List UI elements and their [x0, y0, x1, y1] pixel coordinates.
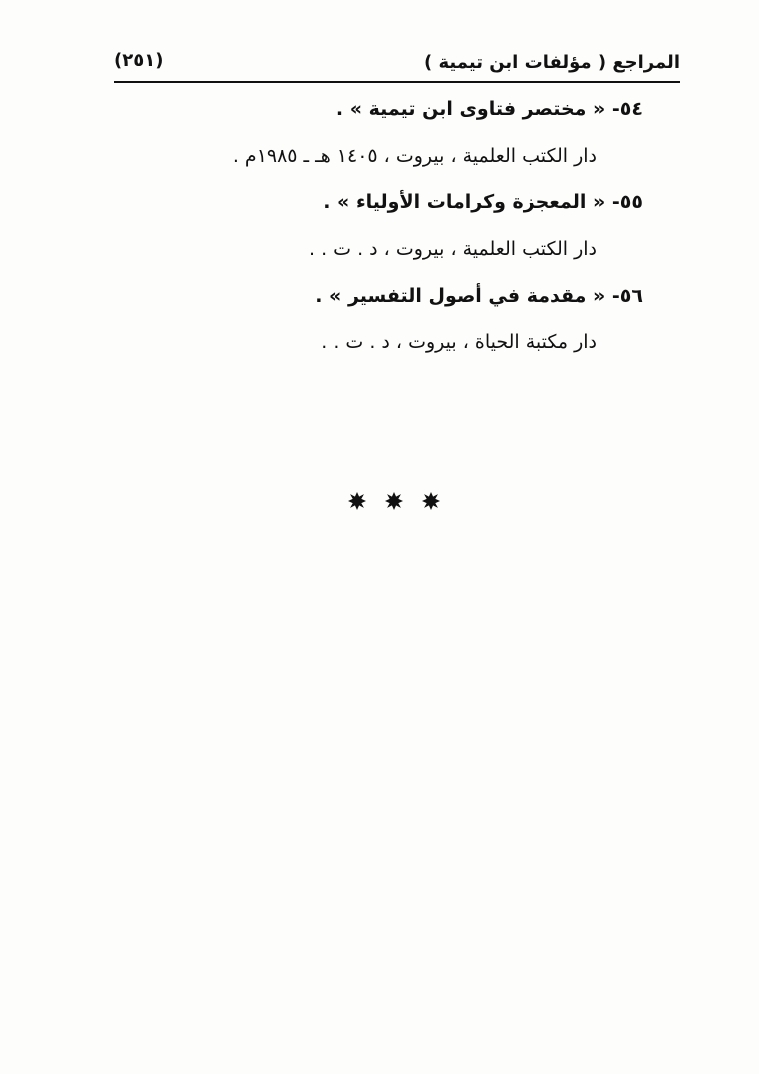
header-divider — [114, 81, 680, 83]
entry-55-title: ٥٥- « المعجزة وكرامات الأولياء » . — [323, 191, 643, 213]
entry-55-publisher: دار الكتب العلمية ، بيروت ، د . ت . . — [309, 238, 597, 260]
entry-56-title: ٥٦- « مقدمة في أصول التفسير » . — [315, 285, 643, 307]
page-number: (٢٥١) — [114, 50, 164, 71]
entry-56-publisher: دار مكتبة الحياة ، بيروت ، د . ت . . — [321, 331, 597, 353]
entry-54-publisher: دار الكتب العلمية ، بيروت ، ١٤٠٥ هـ ـ ١٩٨٥م . — [232, 145, 597, 167]
running-header-title: المراجع ( مؤلفات ابن تيمية ) — [424, 52, 680, 73]
section-end-ornament — [348, 488, 440, 514]
star-ornament-icon — [385, 492, 403, 510]
entry-54-title: ٥٤- « مختصر فتاوى ابن تيمية » . — [335, 98, 643, 120]
star-ornament-icon — [348, 492, 366, 510]
star-ornament-icon — [422, 492, 440, 510]
page-header — [114, 42, 680, 80]
